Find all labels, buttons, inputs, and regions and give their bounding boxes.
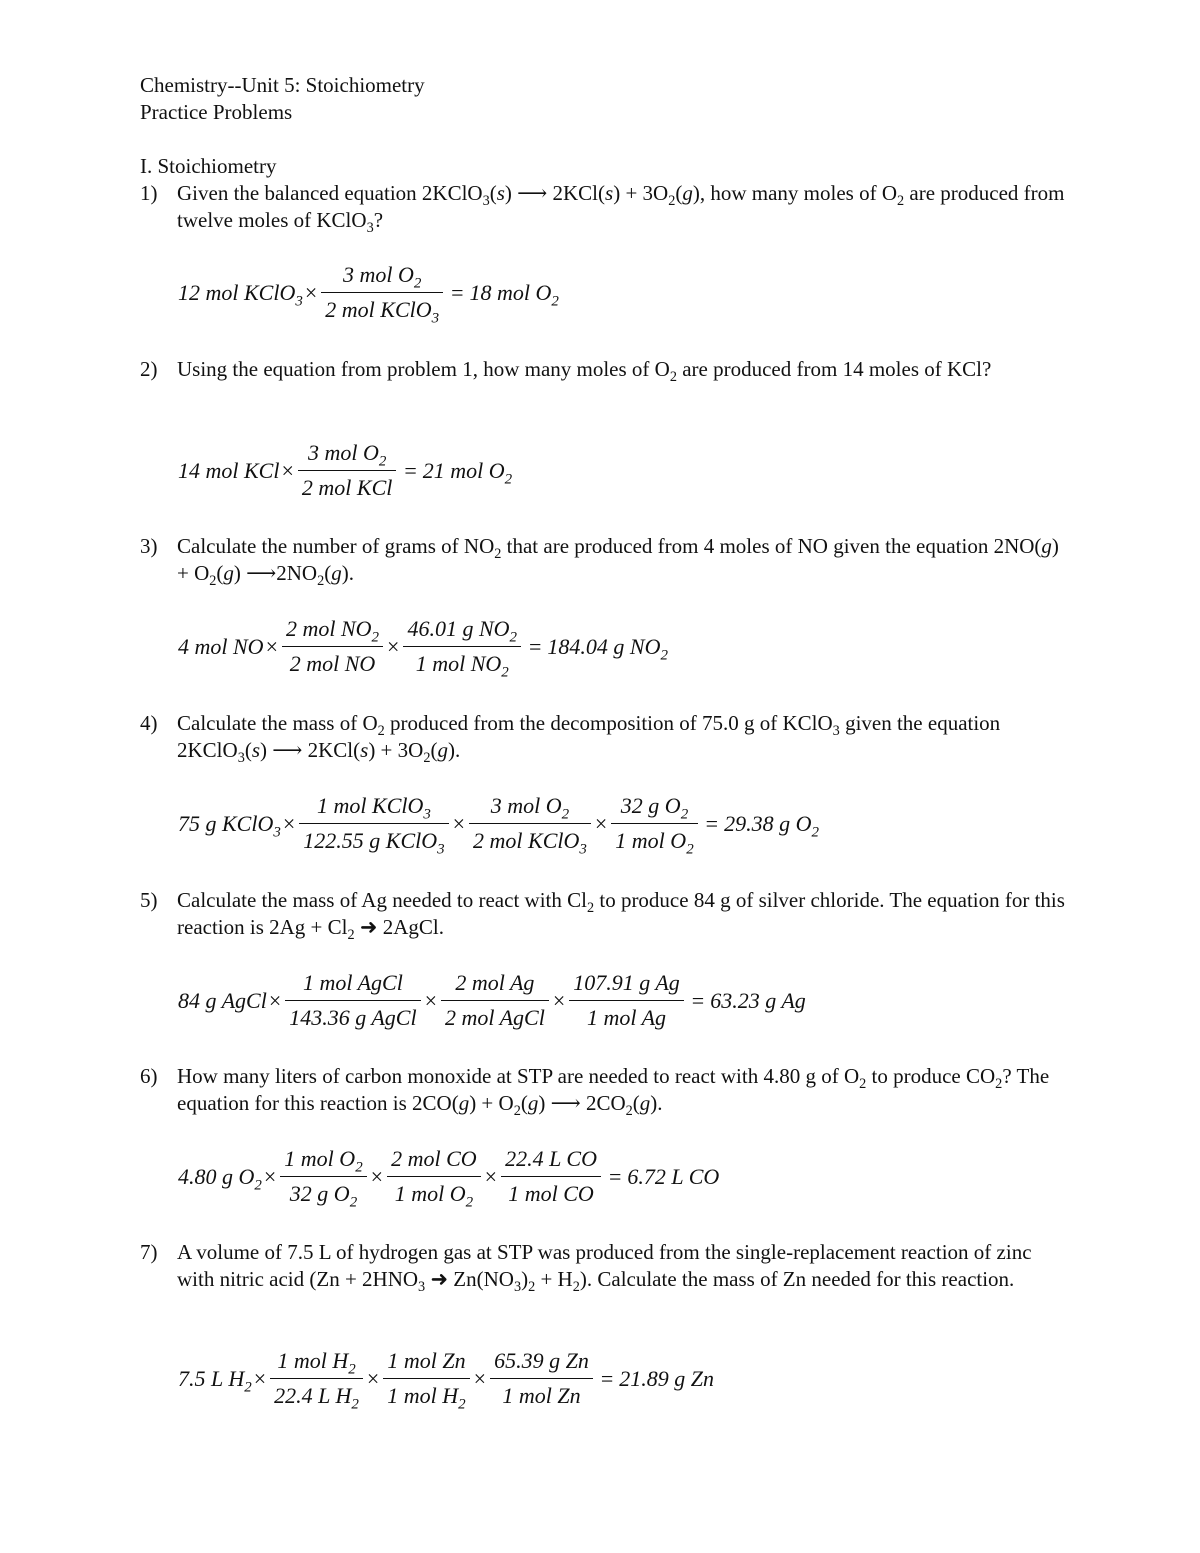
equals-sign: = [600, 1366, 614, 1391]
factor-numerator: 46.01 g $NO_2$ [407, 616, 517, 646]
times-sign: × [265, 634, 278, 659]
equals-sign: = [608, 1164, 622, 1189]
problem-number: 2) [140, 357, 158, 381]
solution-1 [178, 262, 559, 327]
conversion-factor [569, 970, 684, 1031]
times-sign: × [387, 634, 400, 659]
given-quantity: 84 g AgCl [178, 988, 267, 1013]
factor-denominator: 1 mol $NO_2$ [403, 646, 521, 677]
factor-numerator: 3 mol $O_2$ [343, 262, 422, 292]
factor-denominator: 122.55 g KClO$_3$ [299, 823, 448, 854]
result-quantity: 21 mol $O_2$ [422, 458, 513, 488]
conversion-factor [387, 1146, 481, 1211]
problem-number: 7) [140, 1240, 158, 1264]
result-quantity: 6.72 L CO [627, 1164, 720, 1189]
factor-denominator: 143.36 g AgCl [285, 1000, 420, 1031]
problem-7 [140, 1239, 1070, 1296]
factor-numerator: 1 mol KClO$_3$ [317, 793, 431, 823]
problem-6 [140, 1063, 1070, 1120]
factor-denominator: 2 mol KClO$_3$ [321, 292, 443, 323]
result-quantity: 29.38 g $O_2$ [724, 811, 819, 841]
factor-denominator: 1 mol Ag [569, 1000, 684, 1031]
factor-numerator: 107.91 g Ag [573, 970, 680, 995]
problem-number: 6) [140, 1064, 158, 1088]
problem-3 [140, 533, 1070, 590]
factor-denominator: 1 mol Zn [490, 1378, 593, 1409]
factor-numerator: 2 mol $NO_2$ [285, 616, 380, 646]
conversion-factor [441, 970, 549, 1031]
times-sign: × [366, 1366, 380, 1391]
problem-4 [140, 710, 1070, 767]
result-quantity: 63.23 g Ag [710, 988, 806, 1013]
conversion-factor [298, 440, 396, 501]
problem-question: How many liters of carbon monoxide at STP are needed to react with 4.80 g of $O_2$ to produce $CO_2$? The equation for this reaction is $2CO(g) + O_2(g)$ ⟶ $2CO_2(g)$. [177, 1064, 1050, 1120]
conversion-factor [611, 793, 697, 858]
problem-question: Given the balanced equation 2KClO$_3$(s) ⟶ $2KCl(s) + 3O_2(g)$, how many moles of $O_2$ are produced from twelve moles of KClO$_3$? [177, 181, 1065, 237]
conversion-factor [321, 262, 443, 327]
factor-numerator: 32 g $O_2$ [620, 793, 689, 823]
times-sign: × [594, 811, 608, 836]
problem-2 [140, 356, 1070, 386]
conversion-factor [383, 1348, 469, 1413]
times-sign: × [370, 1164, 384, 1189]
given-quantity: 4.80 g $O_2$ [178, 1164, 262, 1194]
times-sign: × [282, 811, 296, 836]
times-sign: × [268, 988, 282, 1013]
problem-number: 3) [140, 534, 158, 558]
result-quantity: 18 mol $O_2$ [469, 280, 559, 310]
times-sign: × [552, 988, 566, 1013]
factor-denominator: 1 mol $O_2$ [387, 1176, 481, 1207]
equals-sign: = [404, 458, 417, 483]
times-sign: × [253, 1366, 267, 1391]
problem-question: Calculate the number of grams of $NO_2$ that are produced from 4 moles of NO given the equation $2NO(g) + O_2(g)$ $⟶2NO_2(g)$. [177, 534, 1059, 590]
times-sign: × [304, 280, 318, 305]
factor-denominator: 32 g $O_2$ [280, 1176, 366, 1207]
given-quantity: 4 mol NO [178, 634, 264, 659]
conversion-factor [501, 1146, 601, 1207]
factor-numerator: 3 mol $O_2$ [490, 793, 570, 823]
section-heading: I. Stoichiometry [140, 154, 277, 178]
factor-denominator: 2 mol NO [282, 646, 383, 677]
solution-3 [178, 616, 668, 681]
solution-5 [178, 970, 806, 1031]
problem-question: A volume of 7.5 L of hydrogen gas at STP was produced from the single-replacement reaction of zinc with nitric acid ($Zn + 2HNO_3$ ➜ $Zn(NO_3)_2 + H_2$). Calculate the mass of Zn needed for this reaction. [177, 1240, 1032, 1296]
factor-denominator: 1 mol CO [501, 1176, 601, 1207]
result-quantity: 184.04 g $NO_2$ [547, 634, 668, 664]
factor-numerator: 2 mol Ag [455, 970, 535, 995]
times-sign: × [263, 1164, 277, 1189]
factor-numerator: 1 mol Zn [387, 1348, 466, 1373]
factor-denominator: 2 mol AgCl [441, 1000, 549, 1031]
times-sign: × [484, 1164, 498, 1189]
solution-6 [178, 1146, 720, 1211]
given-quantity: 75 g KClO$_3$ [178, 811, 281, 841]
times-sign: × [452, 811, 466, 836]
problem-question: Calculate the mass of $O_2$ produced from the decomposition of 75.0 g of KClO$_3$ given the equation 2KClO$_3$(s) ⟶ $2KCl(s) + 3O_2(g)$. [177, 711, 1001, 767]
factor-numerator: 3 mol $O_2$ [307, 440, 387, 470]
conversion-factor [285, 970, 420, 1031]
equals-sign: = [529, 634, 542, 659]
factor-numerator: 22.4 L CO [505, 1146, 597, 1171]
factor-numerator: 1 mol $H_2$ [277, 1348, 356, 1378]
factor-numerator: 2 mol CO [391, 1146, 477, 1171]
conversion-factor [270, 1348, 363, 1413]
conversion-factor [299, 793, 448, 858]
equals-sign: = [705, 811, 719, 836]
solution-2 [178, 440, 512, 501]
factor-numerator: 1 mol AgCl [303, 970, 403, 995]
factor-numerator: 1 mol $O_2$ [284, 1146, 363, 1176]
conversion-factor [469, 793, 591, 858]
problem-question: Using the equation from problem 1, how many moles of $O_2$ are produced from 14 moles of KCl? [177, 357, 992, 386]
conversion-factor [490, 1348, 593, 1409]
problem-1 [140, 180, 1070, 237]
solution-7 [178, 1348, 714, 1413]
factor-denominator: 2 mol KClO$_3$ [469, 823, 591, 854]
worksheet-subtitle: Practice Problems [140, 100, 293, 124]
course-title: Chemistry--Unit 5: Stoichiometry [140, 73, 425, 97]
equals-sign: = [451, 280, 464, 305]
equals-sign: = [691, 988, 705, 1013]
problem-number: 4) [140, 711, 158, 735]
given-quantity: 7.5 L $H_2$ [178, 1366, 252, 1396]
given-quantity: 12 mol KClO$_3$ [178, 280, 303, 310]
times-sign: × [281, 458, 294, 483]
conversion-factor [403, 616, 521, 681]
result-quantity: 21.89 g Zn [619, 1366, 714, 1391]
problem-5 [140, 887, 1070, 944]
conversion-factor [280, 1146, 366, 1211]
conversion-factor [282, 616, 383, 677]
factor-denominator: 1 mol $H_2$ [383, 1378, 469, 1409]
factor-numerator: 65.39 g Zn [494, 1348, 589, 1373]
problem-number: 5) [140, 888, 158, 912]
factor-denominator: 1 mol $O_2$ [611, 823, 697, 854]
given-quantity: 14 mol KCl [178, 458, 280, 483]
problem-number: 1) [140, 181, 158, 205]
solution-4 [178, 793, 819, 858]
times-sign: × [424, 988, 437, 1013]
factor-denominator: 22.4 L $H_2$ [270, 1378, 363, 1409]
times-sign: × [473, 1366, 487, 1391]
problem-question: Calculate the mass of Ag needed to react with $Cl_2$ to produce 84 g of silver chloride. The equation for this reaction is $2Ag + Cl_2$ ➜ 2AgCl. [177, 888, 1065, 944]
factor-denominator: 2 mol KCl [298, 470, 396, 501]
